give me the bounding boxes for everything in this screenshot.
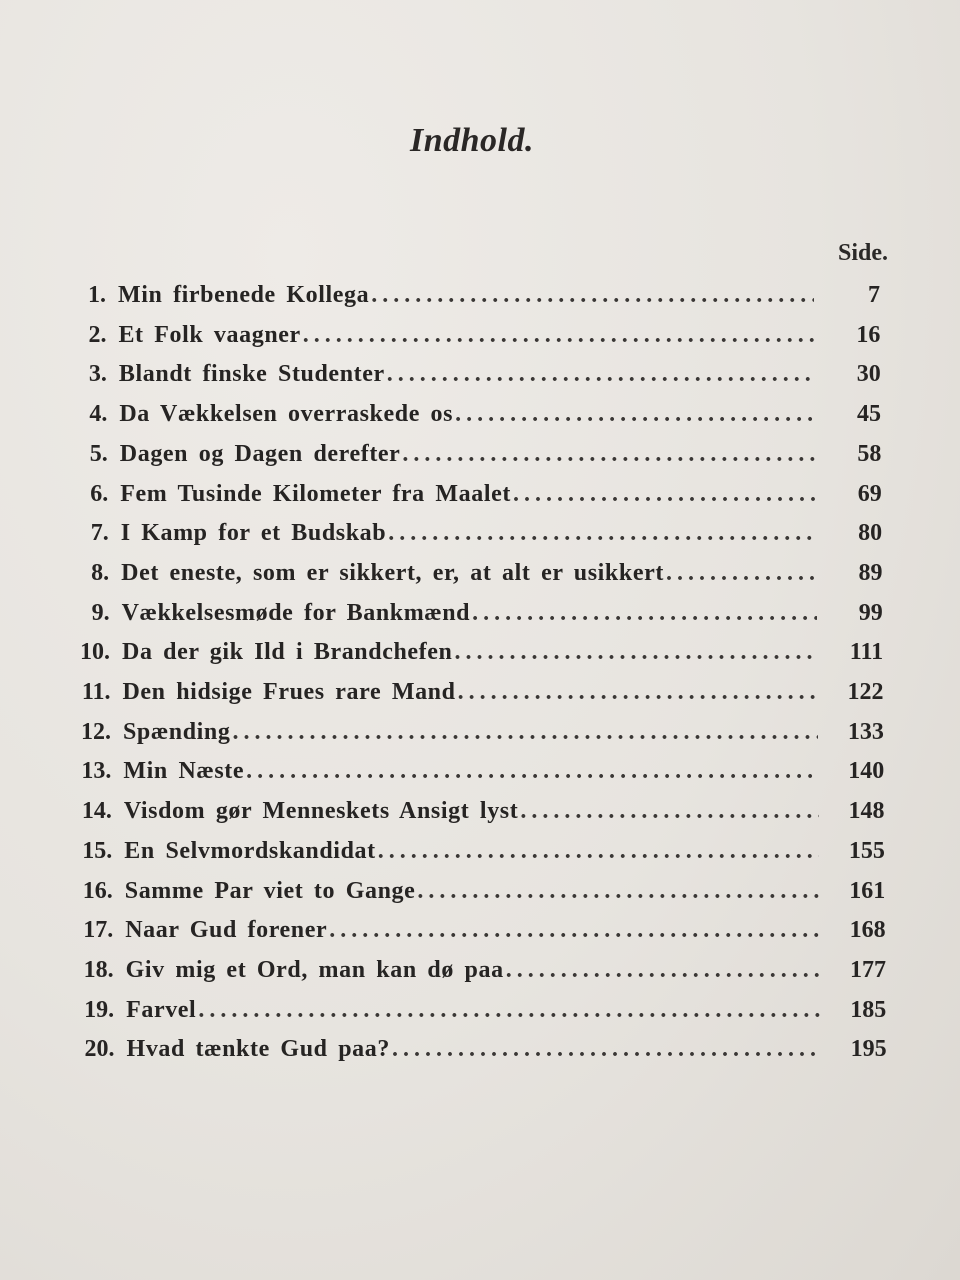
entry-number: 13. xyxy=(81,758,112,785)
entry-number: 8. xyxy=(91,559,110,586)
entry-page-number: 99 xyxy=(858,599,883,626)
entry-title: Min firbenede Kollega xyxy=(118,282,370,308)
entry-title: Det eneste, som er sikkert, er, at alt er usikkert xyxy=(121,559,664,586)
toc-entry xyxy=(51,401,881,435)
entry-page-number: 161 xyxy=(849,877,886,904)
dot-leader xyxy=(303,322,815,349)
entry-page-number: 16 xyxy=(856,321,881,348)
toc-entry xyxy=(55,758,884,792)
toc-entry xyxy=(57,917,885,951)
dot-leader xyxy=(455,401,815,428)
entry-number: 2. xyxy=(88,321,107,348)
entry-page-number: 69 xyxy=(857,480,882,507)
entry-page-number: 155 xyxy=(848,837,885,864)
entry-number: 17. xyxy=(83,917,114,944)
entry-number: 15. xyxy=(82,837,113,864)
toc-entry xyxy=(52,441,882,475)
dot-leader xyxy=(506,957,820,984)
entry-page-number: 168 xyxy=(849,917,886,944)
entry-title: Min Næste xyxy=(123,758,245,785)
entry-title: Spænding xyxy=(122,718,231,745)
entry-title: Dagen og Dagen derefter xyxy=(119,440,401,467)
entry-title: Hvad tænkte Gud paa? xyxy=(126,1036,390,1063)
toc-entry xyxy=(53,560,882,594)
entry-title: En Selvmordskandidat xyxy=(124,837,376,864)
entry-title: Da der gik Ild i Brandchefen xyxy=(122,639,453,666)
dot-leader xyxy=(666,560,817,587)
entry-page-number: 148 xyxy=(848,798,885,825)
toc-entry xyxy=(54,600,883,634)
entry-page-number: 133 xyxy=(847,718,884,745)
entry-number: 18. xyxy=(83,956,114,983)
entry-number: 7. xyxy=(90,520,109,547)
entry-title: Naar Gud forener xyxy=(125,917,328,944)
entry-page-number: 89 xyxy=(858,559,883,586)
entry-page-number: 195 xyxy=(850,1036,887,1063)
entry-title: Farvel xyxy=(126,996,197,1023)
dot-leader xyxy=(513,481,816,508)
entry-page-number: 30 xyxy=(856,361,881,388)
side-column-label: Side. xyxy=(837,240,888,266)
entry-page-number: 185 xyxy=(850,996,887,1023)
page-title: Indhold. xyxy=(410,122,534,159)
toc-entry xyxy=(51,361,881,395)
entry-number: 6. xyxy=(90,480,109,507)
toc-entry xyxy=(56,798,885,832)
dot-leader xyxy=(378,838,819,865)
entry-page-number: 45 xyxy=(857,401,882,428)
entry-page-number: 140 xyxy=(848,758,885,785)
dot-leader xyxy=(402,441,815,468)
entry-title: Et Folk vaagner xyxy=(118,321,301,348)
toc-entry xyxy=(55,719,884,753)
entry-number: 11. xyxy=(81,679,111,705)
entry-number: 19. xyxy=(84,996,115,1023)
dot-leader xyxy=(198,997,820,1024)
entry-title: Giv mig et Ord, man kan dø paa xyxy=(125,956,504,983)
entry-number: 20. xyxy=(84,1036,115,1063)
dot-leader xyxy=(520,798,818,825)
toc-entry xyxy=(50,322,880,356)
toc-entry xyxy=(58,957,886,991)
entry-title: I Kamp for et Budskab xyxy=(120,520,387,547)
dot-leader xyxy=(388,520,816,547)
toc-entry xyxy=(59,1036,887,1070)
dot-leader xyxy=(246,758,818,785)
dot-leader xyxy=(458,679,818,706)
dot-leader xyxy=(232,719,817,746)
entry-title: Blandt finske Studenter xyxy=(118,361,385,388)
dot-leader xyxy=(329,917,819,944)
toc-entry xyxy=(57,878,886,912)
toc-entry xyxy=(56,838,885,872)
entry-number: 14. xyxy=(81,798,112,825)
entry-title: Samme Par viet to Gange xyxy=(124,877,416,904)
dot-leader xyxy=(454,639,817,666)
entry-page-number: 111 xyxy=(849,639,884,666)
entry-number: 4. xyxy=(89,401,108,428)
entry-title: Vækkelsesmøde for Bankmænd xyxy=(121,599,471,626)
dot-leader xyxy=(472,600,817,627)
dot-leader xyxy=(392,1036,821,1063)
entry-title: Visdom gør Menneskets Ansigt lyst xyxy=(123,798,519,825)
dot-leader xyxy=(417,878,819,905)
entry-number: 16. xyxy=(82,877,113,904)
entry-title: Den hidsige Frues rare Mand xyxy=(122,679,456,705)
entry-number: 5. xyxy=(89,440,108,467)
entry-number: 10. xyxy=(80,639,111,666)
toc-entry xyxy=(50,282,880,316)
toc-entry xyxy=(52,481,882,515)
entry-number: 3. xyxy=(88,361,107,388)
entry-title: Fem Tusinde Kilometer fra Maalet xyxy=(120,480,511,507)
entry-page-number: 7 xyxy=(868,282,880,308)
entry-number: 9. xyxy=(91,599,110,626)
toc-entry xyxy=(58,997,886,1031)
entry-page-number: 122 xyxy=(847,679,884,705)
entry-title: Da Vækkelsen overraskede os xyxy=(119,401,454,428)
entry-number: 12. xyxy=(80,718,111,745)
toc-entry xyxy=(53,520,882,554)
toc-entry xyxy=(54,639,883,673)
dot-leader xyxy=(387,361,815,388)
entry-page-number: 58 xyxy=(857,440,882,467)
entry-page-number: 80 xyxy=(858,520,883,547)
entry-page-number: 177 xyxy=(849,956,886,983)
toc-entry xyxy=(55,679,884,713)
entry-number: 1. xyxy=(88,282,106,308)
dot-leader xyxy=(371,282,814,309)
